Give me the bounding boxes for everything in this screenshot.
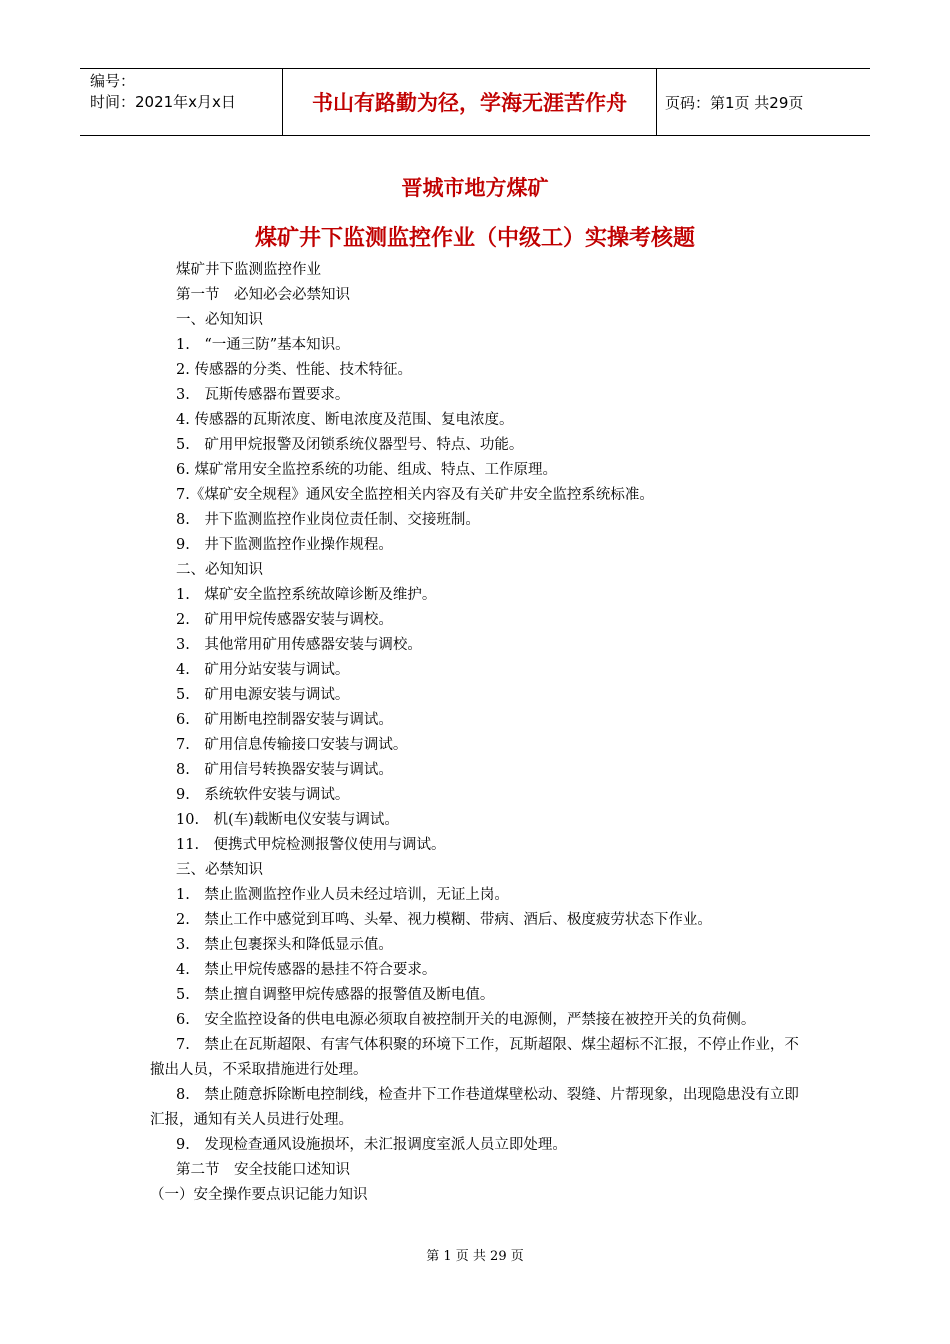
page-footer: 第 1 页 共 29 页: [426, 1249, 524, 1264]
part3-heading: 三、必禁知识: [176, 862, 263, 878]
list-item: 1. 煤矿安全监控系统故障诊断及维护。: [176, 587, 437, 603]
list-item: 4. 矿用分站安装与调试。: [176, 662, 350, 678]
section2-subheading: （一）安全操作要点识记能力知识: [150, 1187, 368, 1203]
document-body: [150, 258, 810, 1208]
list-item: 5. 矿用甲烷报警及闭锁系统仪器型号、特点、功能。: [176, 437, 524, 453]
paragraph-item: 9. 发现检查通风设施损坏，未汇报调度室派人员立即处理。: [176, 1137, 567, 1153]
doc-time-label: 时间：2021年x月x日: [90, 93, 236, 111]
list-item: 6. 煤矿常用安全监控系统的功能、组成、特点、工作原理。: [176, 462, 557, 478]
doc-code-label: 编号：: [90, 72, 136, 90]
list-item: 9. 系统软件安装与调试。: [176, 787, 350, 803]
list-item: 8. 井下监测监控作业岗位责任制、交接班制。: [176, 512, 480, 528]
list-item: 2. 传感器的分类、性能、技术特征。: [176, 362, 412, 378]
list-item: 2. 禁止工作中感觉到耳鸣、头晕、视力模糊、带病、酒后、极度疲劳状态下作业。: [176, 912, 712, 928]
org-title: 晋城市地方煤矿: [401, 176, 549, 200]
list-item: 1. 禁止监测监控作业人员未经过培训，无证上岗。: [176, 887, 509, 903]
paragraph-item: 6. 安全监控设备的供电电源必须取自被控制开关的电源侧，严禁接在被控开关的负荷侧。: [176, 1012, 756, 1028]
part1-heading: 一、必知知识: [176, 312, 263, 328]
list-item: 1. “一通三防”基本知识。: [176, 337, 350, 353]
header-table: [80, 68, 870, 136]
list-item: 7. 矿用信息传输接口安装与调试。: [176, 737, 408, 753]
list-item: 3. 其他常用矿用传感器安装与调校。: [176, 637, 422, 653]
list-item: 5. 禁止擅自调整甲烷传感器的报警值及断电值。: [176, 987, 495, 1003]
list-item: 6. 矿用断电控制器安装与调试。: [176, 712, 393, 728]
list-item: 11. 便携式甲烷检测报警仪使用与调试。: [176, 837, 446, 853]
paragraph-item: 7. 禁止在瓦斯超限、有害气体积聚的环境下工作，瓦斯超限、煤尘超标不汇报，不停止作业，不撤出人员，不采取措施进行处理。: [150, 1037, 799, 1078]
header-motto: 书山有路勤为径，学海无涯苦作舟: [282, 69, 657, 135]
list-item: 5. 矿用电源安装与调试。: [176, 687, 350, 703]
list-item: 4. 传感器的瓦斯浓度、断电浓度及范围、复电浓度。: [176, 412, 514, 428]
list-item: 2. 矿用甲烷传感器安装与调校。: [176, 612, 393, 628]
list-item: 3. 禁止包裹探头和降低显示值。: [176, 937, 393, 953]
part2-heading: 二、必知知识: [176, 562, 263, 578]
job-heading: 煤矿井下监测监控作业: [176, 262, 321, 278]
list-item: 8. 矿用信号转换器安装与调试。: [176, 762, 393, 778]
header-page-info: 页码：第1页 共29页: [665, 93, 804, 112]
list-item: 4. 禁止甲烷传感器的悬挂不符合要求。: [176, 962, 437, 978]
list-item: 10. 机(车)载断电仪安装与调试。: [176, 812, 399, 828]
list-item: 7.《煤矿安全规程》通风安全监控相关内容及有关矿井安全监控系统标准。: [176, 487, 654, 503]
header-left-cell: [80, 69, 282, 135]
section2-heading: 第二节 安全技能口述知识: [176, 1162, 350, 1178]
paragraph-item: 8. 禁止随意拆除断电控制线，检查井下工作巷道煤壁松动、裂缝、片帮现象，出现隐患没有立即汇报，通知有关人员进行处理。: [150, 1087, 799, 1128]
exam-title: 煤矿井下监测监控作业（中级工）实操考核题: [254, 226, 695, 251]
section1-heading: 第一节 必知必会必禁知识: [176, 287, 350, 303]
list-item: 9. 井下监测监控作业操作规程。: [176, 537, 393, 553]
list-item: 3. 瓦斯传感器布置要求。: [176, 387, 350, 403]
